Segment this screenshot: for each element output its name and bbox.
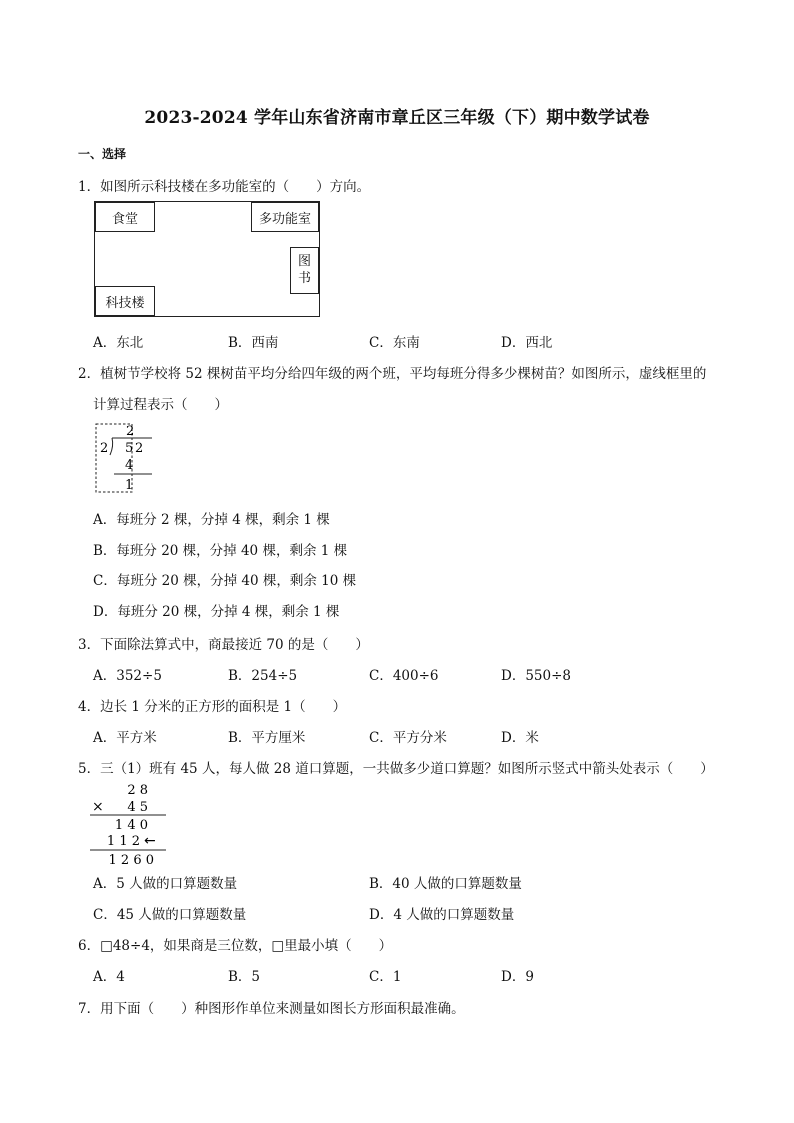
question-5-option-c[interactable]: C．45 人做的口算题数量 bbox=[93, 907, 247, 923]
question-2-option-b[interactable]: B．每班分 20 棵，分掉 40 棵，剩余 1 棵 bbox=[93, 543, 348, 559]
question-2-option-d[interactable]: D．每班分 20 棵，分掉 4 棵，剩余 1 棵 bbox=[93, 604, 340, 620]
question-1-option-b[interactable]: B．西南 bbox=[228, 335, 279, 351]
question-5-option-b[interactable]: B．40 人做的口算题数量 bbox=[369, 876, 522, 892]
question-6-option-a[interactable]: A．4 bbox=[93, 969, 125, 985]
mult-partial-1: 1 4 0 bbox=[114, 818, 148, 833]
question-3-option-b[interactable]: B．254÷5 bbox=[228, 668, 298, 684]
question-6-option-c[interactable]: C．1 bbox=[369, 969, 402, 985]
question-1-option-a[interactable]: A．东北 bbox=[93, 335, 144, 351]
question-6-option-d[interactable]: D．9 bbox=[501, 969, 534, 985]
question-1-stem: 1．如图所示科技楼在多功能室的（ ）方向。 bbox=[78, 179, 371, 195]
question-6-stem: 6．□48÷4，如果商是三位数，□里最小填（ ） bbox=[78, 938, 393, 954]
question-4-stem: 4．边长 1 分米的正方形的面积是 1（ ） bbox=[78, 699, 347, 715]
room-library-char-1: 图 bbox=[297, 254, 311, 270]
division-dividend-tens: 5 bbox=[125, 441, 134, 456]
question-6-option-b[interactable]: B．5 bbox=[228, 969, 261, 985]
question-3-option-c[interactable]: C．400÷6 bbox=[369, 668, 439, 684]
question-4-option-a[interactable]: A．平方米 bbox=[93, 730, 157, 746]
question-7-stem: 7．用下面（ ）种图形作单位来测量如图长方形面积最准确。 bbox=[78, 1001, 465, 1017]
room-tech-building: 科技楼 bbox=[95, 286, 155, 316]
question-3-stem: 3．下面除法算式中，商最接近 70 的是（ ） bbox=[78, 637, 369, 653]
room-library bbox=[290, 247, 319, 294]
question-2-option-c[interactable]: C．每班分 20 棵，分掉 40 棵，剩余 10 棵 bbox=[93, 573, 357, 589]
section-heading: 一、选择 bbox=[78, 147, 127, 161]
arrow-left-icon: ← bbox=[144, 833, 156, 849]
question-4-option-b[interactable]: B．平方厘米 bbox=[228, 730, 306, 746]
room-multi-function: 多功能室 bbox=[251, 202, 319, 232]
room-canteen: 食堂 bbox=[95, 202, 155, 232]
question-2-stem-line-1: 2．植树节学校将 52 棵树苗平均分给四年级的两个班，平均每班分得多少棵树苗？如图所示，虚线框里的 bbox=[78, 366, 707, 382]
question-1-option-c[interactable]: C．东南 bbox=[369, 335, 420, 351]
question-5-stem: 5．三（1）班有 45 人，每人做 28 道口算题，一共做多少道口算题？如图所示竖式中箭头处表示（ ） bbox=[78, 761, 714, 777]
question-3-option-a[interactable]: A．352÷5 bbox=[93, 668, 162, 684]
question-4-option-d[interactable]: D．米 bbox=[501, 730, 539, 746]
question-5-vertical-multiplication bbox=[88, 780, 178, 866]
mult-product: 1 2 6 0 bbox=[108, 853, 154, 866]
division-bracket bbox=[110, 438, 113, 455]
page-title: 2023-2024 学年山东省济南市章丘区三年级（下）期中数学试卷 bbox=[144, 108, 650, 128]
question-2-long-division bbox=[92, 422, 162, 496]
division-divisor: 2 bbox=[100, 441, 109, 456]
mult-sign: × bbox=[92, 799, 104, 815]
division-dividend-ones: 2 bbox=[135, 441, 144, 456]
division-quotient: 2 bbox=[126, 424, 135, 439]
question-2-option-a[interactable]: A．每班分 2 棵，分掉 4 棵，剩余 1 棵 bbox=[93, 512, 330, 528]
mult-multiplicand: 2 8 bbox=[127, 783, 148, 798]
mult-partial-2: 1 1 2 bbox=[106, 834, 140, 849]
division-product: 4 bbox=[125, 458, 134, 473]
mult-multiplier: 4 5 bbox=[127, 800, 148, 815]
question-5-option-d[interactable]: D．4 人做的口算题数量 bbox=[369, 907, 515, 923]
question-2-stem-line-2: 计算过程表示（ ） bbox=[93, 397, 228, 413]
question-5-option-a[interactable]: A．5 人做的口算题数量 bbox=[93, 876, 238, 892]
question-1-diagram bbox=[94, 201, 320, 317]
question-4-option-c[interactable]: C．平方分米 bbox=[369, 730, 447, 746]
question-1-option-d[interactable]: D．西北 bbox=[501, 335, 553, 351]
division-remainder: 1 bbox=[125, 478, 134, 493]
question-3-option-d[interactable]: D．550÷8 bbox=[501, 668, 571, 684]
room-library-char-2: 书 bbox=[297, 270, 311, 286]
